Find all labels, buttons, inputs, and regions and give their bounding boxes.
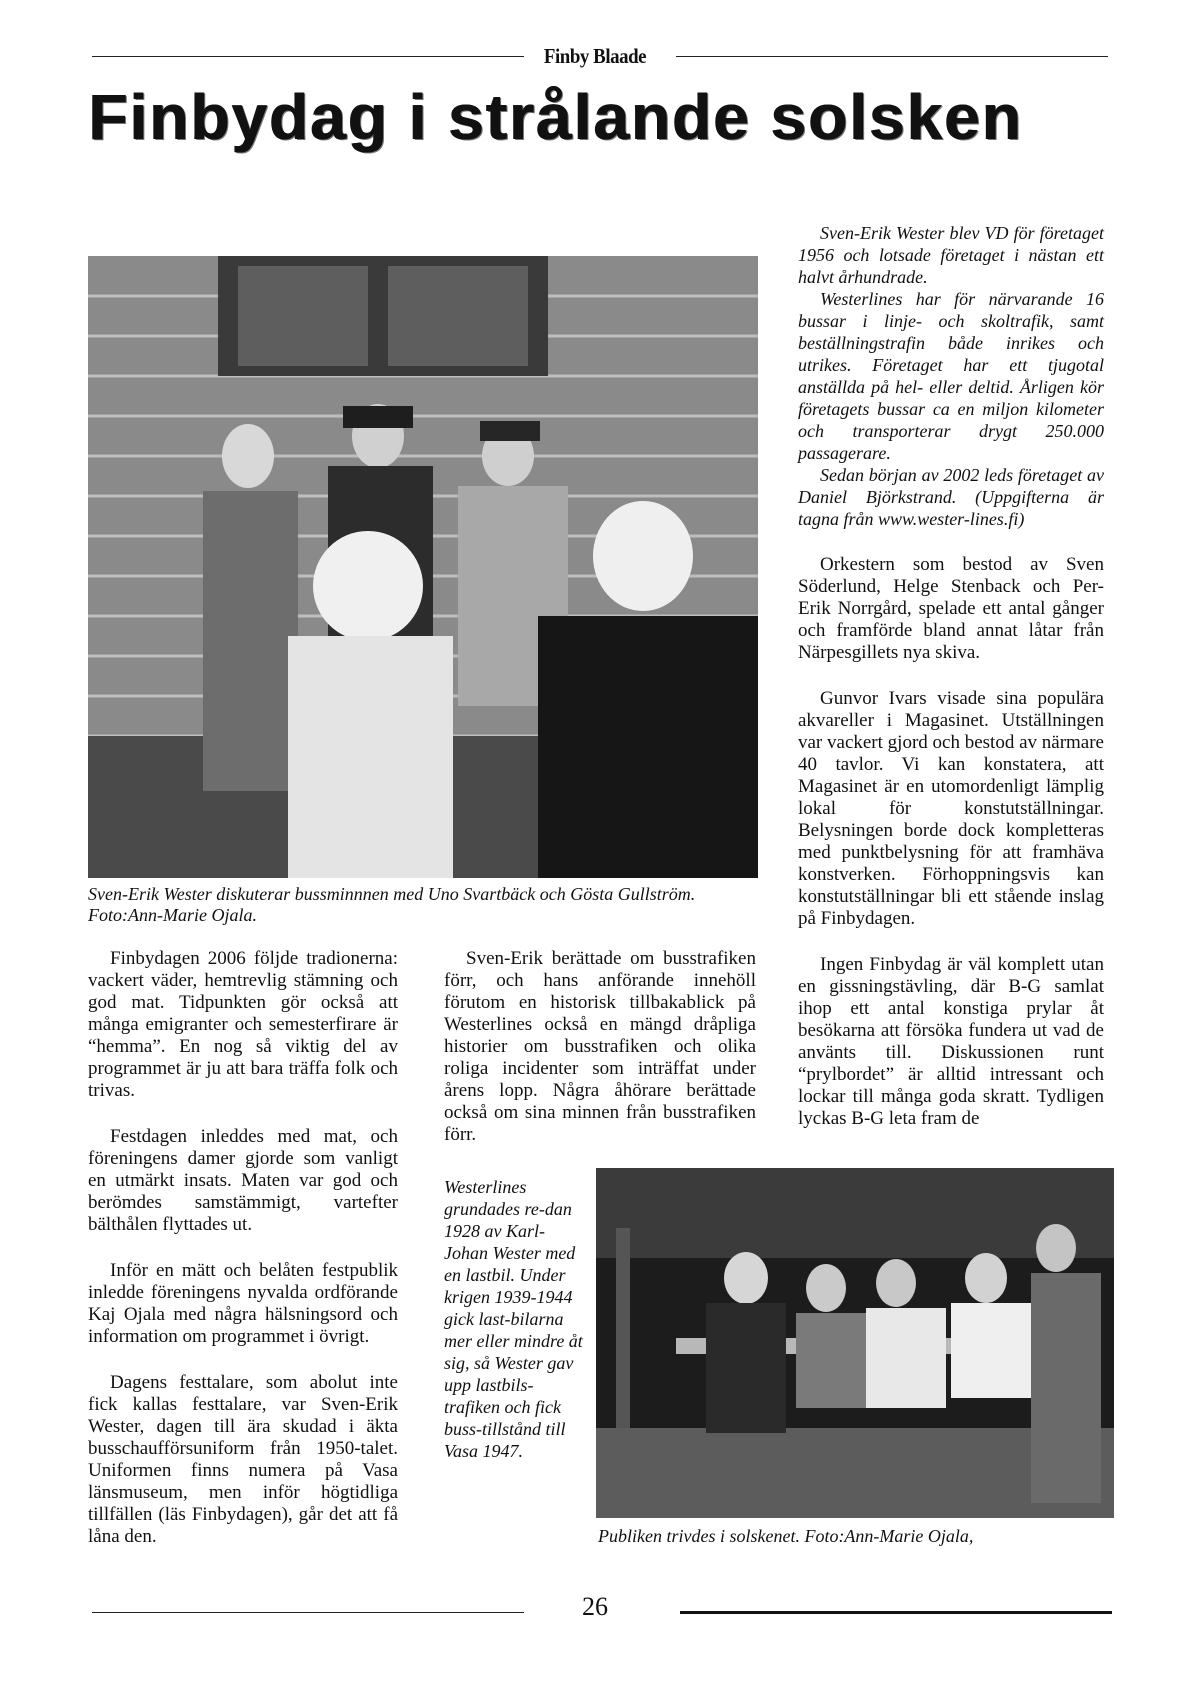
bottom-photo bbox=[596, 1168, 1114, 1518]
left-column bbox=[88, 948, 398, 1568]
top-photo-caption-line2: Foto:Ann-Marie Ojala. bbox=[88, 905, 257, 925]
top-photo-caption-line1: Sven-Erik Wester diskuterar bussminnnen med Uno Svartbäck och Gösta Gullström. bbox=[88, 884, 696, 904]
masthead: Finby Blaade bbox=[543, 44, 647, 68]
article-paragraph: Sven-Erik berättade om busstrafiken förr, och hans anförande innehöll förutom en historisk tillbakablick på Westerlines också en mängd dråpliga historier om busstrafiken och olika roliga incidenter som inträffat under årens lopp. Några åhörare berättade också om sina minnen från busstrafiken förr. bbox=[444, 948, 756, 1145]
bottom-photo-caption: Publiken trivdes i solskenet. Foto:Ann-Marie Ojala, bbox=[598, 1526, 974, 1546]
middle-sidebar bbox=[444, 1176, 586, 1462]
headline: Finbydag i strålande solsken bbox=[88, 81, 1023, 153]
middle-sidebar-paragraph: Westerlines grundades re-dan 1928 av Karl-Johan Wester med en lastbil. Under krigen 1939-1944 gick last-bilarna mer eller mindre åt sig, så Wester gav upp lastbils-trafiken och fick buss-tillstånd till Vasa 1947. bbox=[444, 1177, 583, 1461]
right-sidebar-paragraph: Westerlines har för närvarande 16 bussar i linje- och skoltrafik, samt beställningstrafin både inrikes och utrikes. Företaget har ett tjugotal anställda på hel- eller deltid. Årligen kör företagets bussar ca en miljon kilometer och transporterar drygt 250.000 passagerare. bbox=[798, 289, 1104, 463]
photo-speakers-icon bbox=[88, 256, 758, 878]
article-paragraph: Orkestern som bestod av Sven Söderlund, Helge Stenback och Per-Erik Norrgård, spelade ett antal gånger och framförde bland annat låtar från Närpesgillets nya skiva. bbox=[798, 554, 1104, 663]
right-sidebar bbox=[798, 222, 1104, 530]
page-number: 26 bbox=[582, 1592, 608, 1621]
right-sidebar-paragraph: Sven-Erik Wester blev VD för företaget 1956 och lotsade företaget i nästan ett halvt århundrade. bbox=[798, 223, 1104, 287]
right-column bbox=[798, 554, 1104, 1150]
article-paragraph: Inför en mätt och belåten festpublik inledde föreningens nyvalda ordförande Kaj Ojala med några hälsningsord och information om programmet i övrigt. bbox=[88, 1260, 398, 1347]
photo-audience-icon bbox=[596, 1168, 1114, 1518]
right-sidebar-paragraph: Sedan början av 2002 leds företaget av Daniel Björkstrand. (Uppgifterna är tagna från www.wester-lines.fi) bbox=[798, 465, 1104, 529]
article-paragraph: Finbydagen 2006 följde tradionerna: vackert väder, hemtrevlig stämning och god mat. Tidpunkten gör också att många emigranter och semesterfirare är “hemma”. En nog så viktig del av programmet är ju att bara träffa folk och trivas. bbox=[88, 948, 398, 1101]
top-photo bbox=[88, 256, 758, 878]
middle-column bbox=[444, 948, 756, 1166]
article-paragraph: Gunvor Ivars visade sina populära akvareller i Magasinet. Utställningen var vackert gjord och bestod av närmare 40 tavlor. Vi kan konstatera, att Magasinet är en utomordenligt lämplig lokal för konstutställningar. Belysningen borde dock kompletteras med punktbelysning för att framhäva konstverken. Förhoppningsvis kan konstutställningar bli ett stående inslag på Finbydagen. bbox=[798, 688, 1104, 929]
article-paragraph: Festdagen inleddes med mat, och föreningens damer gjorde som vanligt en utmärkt insats. Maten var god och berömdes samstämmigt, vartefter bälthålen flyttades ut. bbox=[88, 1126, 398, 1235]
article-paragraph: Ingen Finbydag är väl komplett utan en gissningstävling, där B-G samlat ihop ett antal konstiga prylar åt besökarna att försöka fundera ut vad de använts till. Diskussionen runt “prylbordet” är alltid intressant och lockar till många goda skratt. Tydligen lyckas B-G leta fram de bbox=[798, 954, 1104, 1129]
article-paragraph: Dagens festtalare, som abolut inte fick kallas festtalare, var Sven-Erik Wester, dagen till ära skudad i äkta busschaufförsuniform från 1950-talet. Uniformen finns numera på Vasa länsmuseum, men inför högtidliga tillfällen (läs Finbydagen), går det att få låna den. bbox=[88, 1372, 398, 1547]
